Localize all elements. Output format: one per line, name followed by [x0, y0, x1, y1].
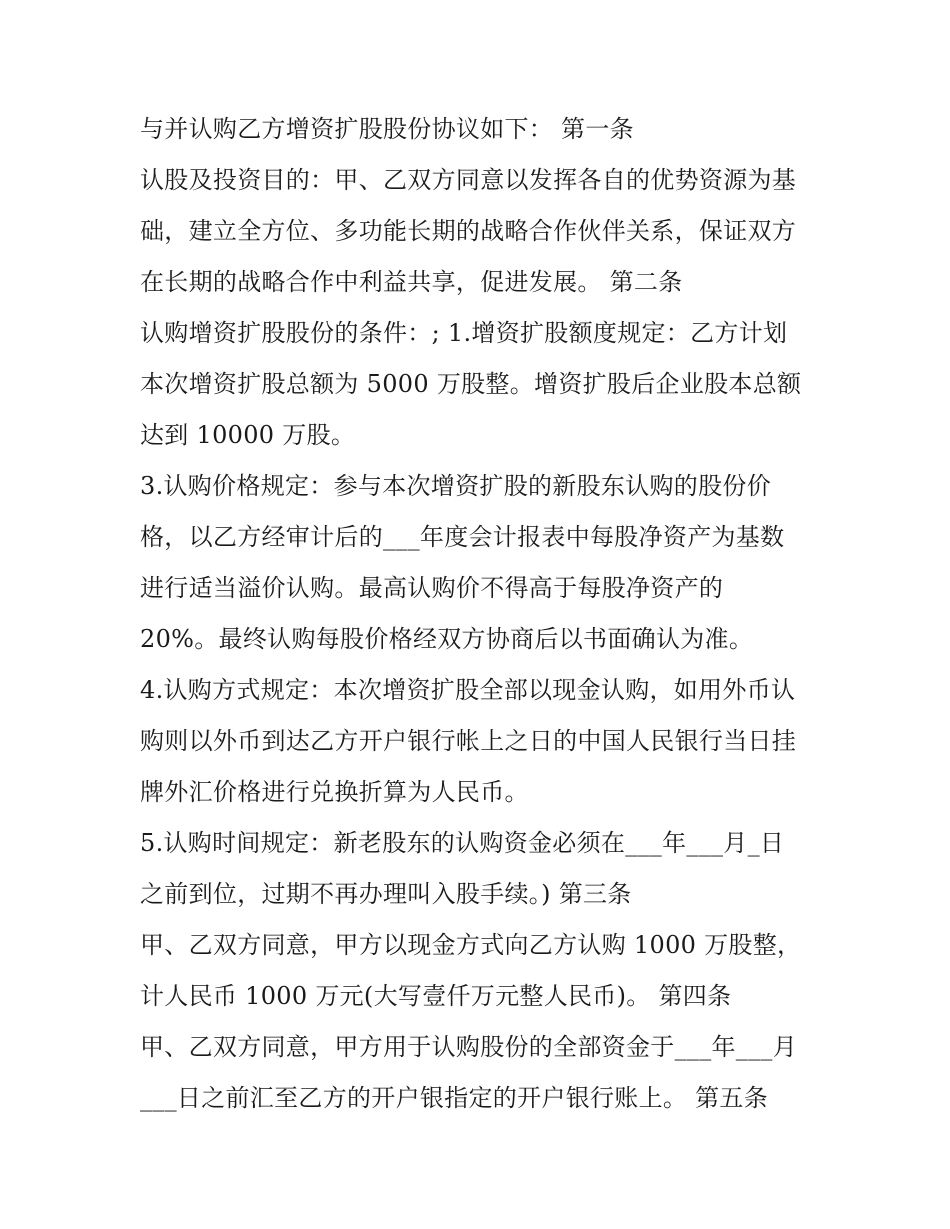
document-body: [140, 104, 830, 1124]
text-line: ___日之前汇至乙方的开户银指定的开户银行账上。 第五条: [140, 1084, 769, 1112]
text-line: 甲、乙双方同意，甲方用于认购股份的全部资金于___年___月: [140, 1033, 797, 1061]
text-line: 计人民币 1000 万元(大写壹仟万元整人民币)。 第四条: [140, 982, 732, 1010]
text-line: 与并认购乙方增资扩股股份协议如下： 第一条: [140, 115, 634, 143]
text-line: 在长期的战略合作中利益共享，促进发展。 第二条: [140, 268, 683, 296]
text-line: 5.认购时间规定：新老股东的认购资金必须在___年___月_日: [140, 829, 785, 857]
text-line: 格，以乙方经审计后的___年度会计报表中每股净资产为基数: [140, 523, 785, 551]
text-line: 认购增资扩股股份的条件：; 1.增资扩股额度规定：乙方计划: [140, 319, 788, 347]
text-line: 牌外汇价格进行兑换折算为人民币。: [140, 778, 529, 806]
text-line: 之前到位，过期不再办理叫入股手续。) 第三条: [140, 880, 632, 908]
text-line: 20%。最终认购每股价格经双方协商后以书面确认为准。: [140, 625, 754, 653]
text-line: 3.认购价格规定：参与本次增资扩股的新股东认购的股份价: [140, 472, 771, 500]
text-line: 4.认购方式规定：本次增资扩股全部以现金认购，如用外币认: [140, 676, 796, 704]
text-line: 进行适当溢价认购。最高认购价不得高于每股净资产的: [140, 574, 724, 602]
text-line: 甲、乙双方同意，甲方以现金方式向乙方认购 1000 万股整，: [140, 931, 802, 959]
text-line: 购则以外币到达乙方开户银行帐上之日的中国人民银行当日挂: [140, 727, 797, 755]
text-line: 达到 10000 万股。: [140, 421, 356, 449]
text-line: 础，建立全方位、多功能长期的战略合作伙伴关系，保证双方: [140, 217, 797, 245]
text-line: 认股及投资目的：甲、乙双方同意以发挥各自的优势资源为基: [140, 166, 797, 194]
text-line: 本次增资扩股总额为 5000 万股整。增资扩股后企业股本总额: [140, 370, 802, 398]
